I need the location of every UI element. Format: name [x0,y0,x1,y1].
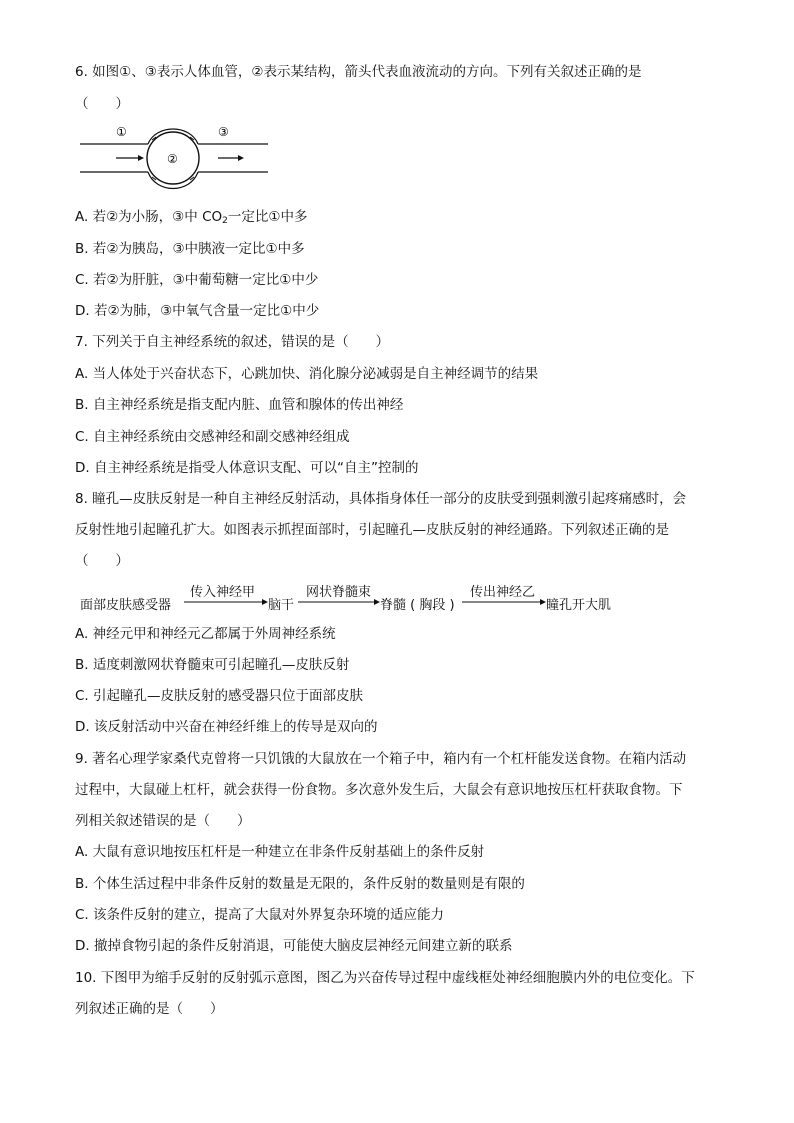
node-face-skin-receptor: 面部皮肤感受器 [80,598,172,613]
q9-option-b: B. 个体生活过程中非条件反射的数量是无限的，条件反射的数量则是有限的 [75,876,525,892]
arrow-label-efferent-b: 传出神经乙 [470,585,536,600]
q9-option-d: D. 撤掉食物引起的条件反射消退，可能使大脑皮层神经元间建立新的联系 [75,938,513,954]
q7-option-b: B. 自主神经系统是指支配内脏、血管和腺体的传出神经 [75,397,404,413]
q6-option-b: B. 若②为胰岛，③中胰液一定比①中多 [75,241,305,257]
q7-option-c: C. 自主神经系统由交感神经和副交感神经组成 [75,429,350,445]
q7-option-d: D. 自主神经系统是指受人体意识支配、可以“自主”控制的 [75,460,419,476]
node-brainstem: 脑干 [268,598,295,613]
arrow-label-afferent-a: 传入神经甲 [190,585,256,600]
q8-option-b: B. 适度刺激网状脊髓束可引起瞳孔—皮肤反射 [75,657,350,673]
q8-stem-line1: 8. 瞳孔—皮肤反射是一种自主神经反射活动，具体指身体任一部分的皮肤受到强刺激引起疼痛感时，会 [75,491,687,507]
q6-stem: 6. 如图①、③表示人体血管，②表示某结构，箭头代表血液流动的方向。下列有关叙述正确的是 [75,64,642,80]
q10-stem-line2: 列叙述正确的是（ ） [75,1001,224,1017]
q10-stem-line1: 10. 下图甲为缩手反射的反射弧示意图，图乙为兴奋传导过程中虚线框处神经细胞膜内外的电位变化。下 [75,970,695,986]
q9-stem-line3: 列相关叙述错误的是（ ） [75,813,251,829]
q8-option-d: D. 该反射活动中兴奋在神经纤维上的传导是双向的 [75,719,378,735]
q7-stem: 7. 下列关于自主神经系统的叙述，错误的是（ ） [75,334,390,350]
q9-stem-line1: 9. 著名心理学家桑代克曾将一只饥饿的大鼠放在一个箱子中，箱内有一个杠杆能发送食物。在箱内活动 [75,751,687,767]
q6-option-a: A. 若②为小肠，③中 $CO_2$一定比①中多 [75,209,308,226]
label-vessel-1: ① [116,125,127,139]
q9-stem-line2: 过程中，大鼠碰上杠杆，就会获得一份食物。多次意外发生后，大鼠会有意识地按压杠杆获取食物。下 [75,782,683,798]
label-structure-2: ② [167,152,178,166]
node-spinal-cord: 脊髓 ( 胸段 ) [380,598,455,613]
q9-option-a: A. 大鼠有意识地按压杠杆是一种建立在非条件反射基础上的条件反射 [75,844,485,860]
arrow-label-reticulospinal: 网状脊髓束 [306,585,372,600]
q6-option-d: D. 若②为肺，③中氧气含量一定比①中少 [75,303,320,319]
q9-option-c: C. 该条件反射的建立，提高了大鼠对外界复杂环境的适应能力 [75,907,445,923]
q7-option-a: A. 当人体处于兴奋状态下，心跳加快、消化腺分泌减弱是自主神经调节的结果 [75,366,539,382]
q8-stem-line2: 反射性地引起瞳孔扩大。如图表示抓捏面部时，引起瞳孔—皮肤反射的神经通路。下列叙述正确的是 [75,522,669,538]
q6-option-c: C. 若②为肝脏，③中葡萄糖一定比①中少 [75,272,319,288]
q8-bracket: （ ） [75,553,129,569]
blood-vessel-diagram [78,122,278,202]
q8-option-a: A. 神经元甲和神经元乙都属于外周神经系统 [75,626,336,642]
node-pupil-dilator: 瞳孔开大肌 [546,598,612,613]
q8-option-c: C. 引起瞳孔—皮肤反射的感受器只位于面部皮肤 [75,688,364,704]
q6-bracket: （ ） [75,96,129,112]
reflex-pathway-diagram [78,578,638,618]
label-vessel-3: ③ [218,125,229,139]
